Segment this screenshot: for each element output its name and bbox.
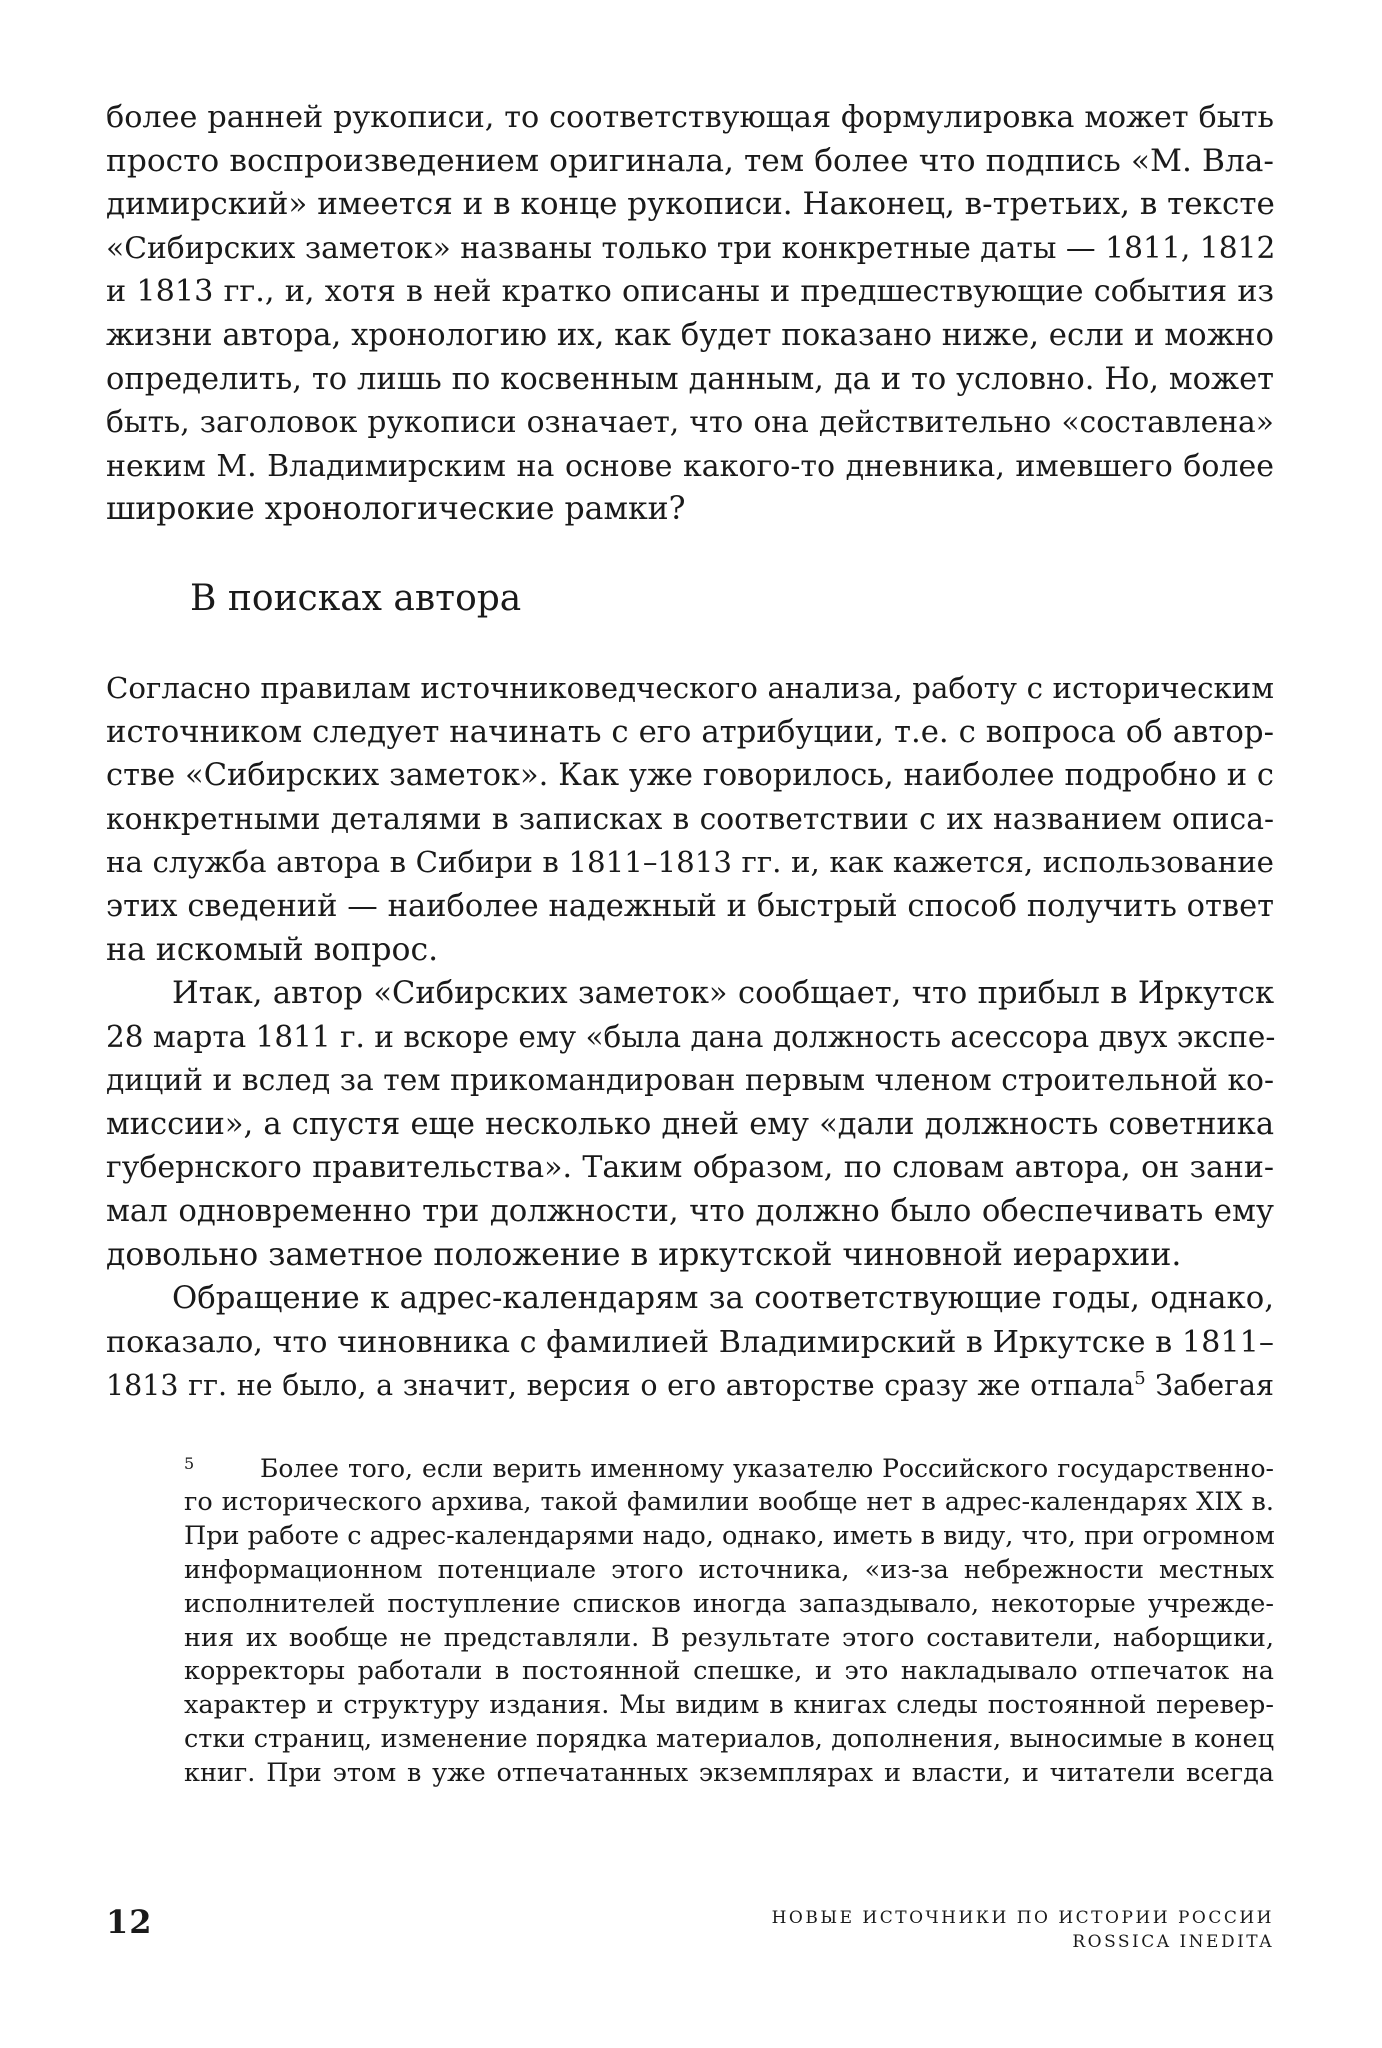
footnote-line: 5 Более того, если верить именному указателю Российского государственно- [184, 1454, 1274, 1483]
text-line: на искомый вопрос. [106, 931, 439, 968]
paragraph [106, 1277, 1274, 1408]
footnote-line: стки страниц, изменение порядка материалов, дополнения, выносимые в конец [184, 1724, 1274, 1755]
footnote-line: корректоры работали в постоянной спешке, и это накладывало отпечаток на [184, 1656, 1274, 1687]
page-number: 12 [106, 1903, 153, 1941]
text-line: конкретными деталями в записках в соответствии с их названием описа- [106, 801, 1274, 837]
footnote-line: го исторического архива, такой фамилии вообще нет в адрес-календарях XIX в. [184, 1486, 1274, 1517]
footnote-line: книг. При этом в уже отпечатанных экземплярах и власти, и читатели всегда [184, 1758, 1274, 1789]
text-line: быть, заголовок рукописи означает, что она действительно «составлена» [106, 405, 1274, 441]
footnote-line: ния их вообще не представляли. В результате этого составители, наборщики, [184, 1622, 1274, 1653]
section-heading: В поисках автора [190, 577, 522, 619]
text-line: довольно заметное положение в иркутской чиновной иерархии. [106, 1236, 1182, 1273]
footnote-line: характер и структуру издания. Мы видим в книгах следы постоянной перевер- [184, 1690, 1274, 1721]
text-line: источником следует начинать с его атрибуции, т.е. с вопроса об автор- [106, 713, 1274, 750]
text-segment: 1813 гг. не было, а значит, версия о его авторстве сразу же отпала [106, 1369, 1135, 1403]
text-line: более ранней рукописи, то соответствующая формулировка может быть [106, 100, 1274, 135]
paragraph [106, 667, 1274, 972]
text-line: просто воспроизведением оригинала, тем более что подпись «М. Вла- [106, 142, 1274, 179]
footnote-text: Более того, если верить именному указателю Российского государственно- [260, 1454, 1274, 1483]
footnote-reference[interactable]: 5 [1134, 1368, 1146, 1390]
text-line: диций и вслед за тем прикомандирован первым членом строительной ко- [106, 1063, 1274, 1099]
text-line: на служба автора в Сибири в 1811–1813 гг. и, как кажется, использование [106, 845, 1274, 880]
main-text [106, 96, 1274, 1408]
text-line: губернского правительства». Таким образом, по словам автора, он зани- [106, 1150, 1274, 1186]
footnote-line: исполнителей поступление списков иногда запаздывало, некоторые учрежде- [184, 1588, 1274, 1619]
series-subtitle: ROSSICA INEDITA [1072, 1932, 1274, 1952]
footnote-line: информационном потенциале этого источника, «из-за небрежности местных [184, 1554, 1274, 1585]
footnote-line: При работе с адрес-календарями надо, однако, иметь в виду, что, при огромном [184, 1520, 1275, 1551]
paragraph [106, 972, 1274, 1277]
text-line: и 1813 гг., и, хотя в ней кратко описаны и предшествующие события из [106, 274, 1274, 310]
text-line: мал одновременно три должности, что должно было обеспечивать ему [106, 1193, 1274, 1230]
text-line: широкие хронологические рамки? [106, 491, 686, 528]
text-line: 28 марта 1811 г. и вскоре ему «была дана должность асессора двух экспе- [106, 1019, 1276, 1054]
text-line: Обращение к адрес-календарям за соответствующие годы, однако, [172, 1280, 1274, 1317]
running-footer [772, 1906, 1274, 1954]
paragraph-continued [106, 96, 1274, 532]
text-line [106, 1364, 1274, 1408]
series-title: НОВЫЕ ИСТОЧНИКИ ПО ИСТОРИИ РОССИИ [771, 1908, 1274, 1928]
text-line: Итак, автор «Сибирских заметок» сообщает, что прибыл в Иркутск [172, 976, 1274, 1012]
footnote [184, 1452, 1274, 1791]
text-line: неким М. Владимирским на основе какого-то дневника, имевшего более [106, 448, 1274, 484]
text-line: жизни автора, хронологию их, как будет показано ниже, если и можно [106, 316, 1274, 353]
text-line: этих сведений — наиболее надежный и быстрый способ получить ответ [106, 888, 1274, 924]
text-line: определить, то лишь по косвенным данным, да и то условно. Но, может [106, 361, 1274, 397]
text-line: «Сибирских заметок» названы только три конкретные даты — 1811, 1812 [106, 230, 1276, 266]
text-line: показало, что чиновника с фамилией Владимирский в Иркутске в 1811– [106, 1324, 1274, 1360]
text-line: миссии», а спустя еще несколько дней ему «дали должность советника [106, 1106, 1274, 1142]
text-line: димирский» имеется и в конце рукописи. Наконец, в-третьих, в тексте [106, 186, 1275, 223]
text-segment: Забегая [1145, 1369, 1274, 1403]
text-line: Согласно правилам источниковедческого анализа, работу с историческим [106, 670, 1274, 705]
text-line: стве «Сибирских заметок». Как уже говорилось, наиболее подробно и с [106, 758, 1274, 794]
